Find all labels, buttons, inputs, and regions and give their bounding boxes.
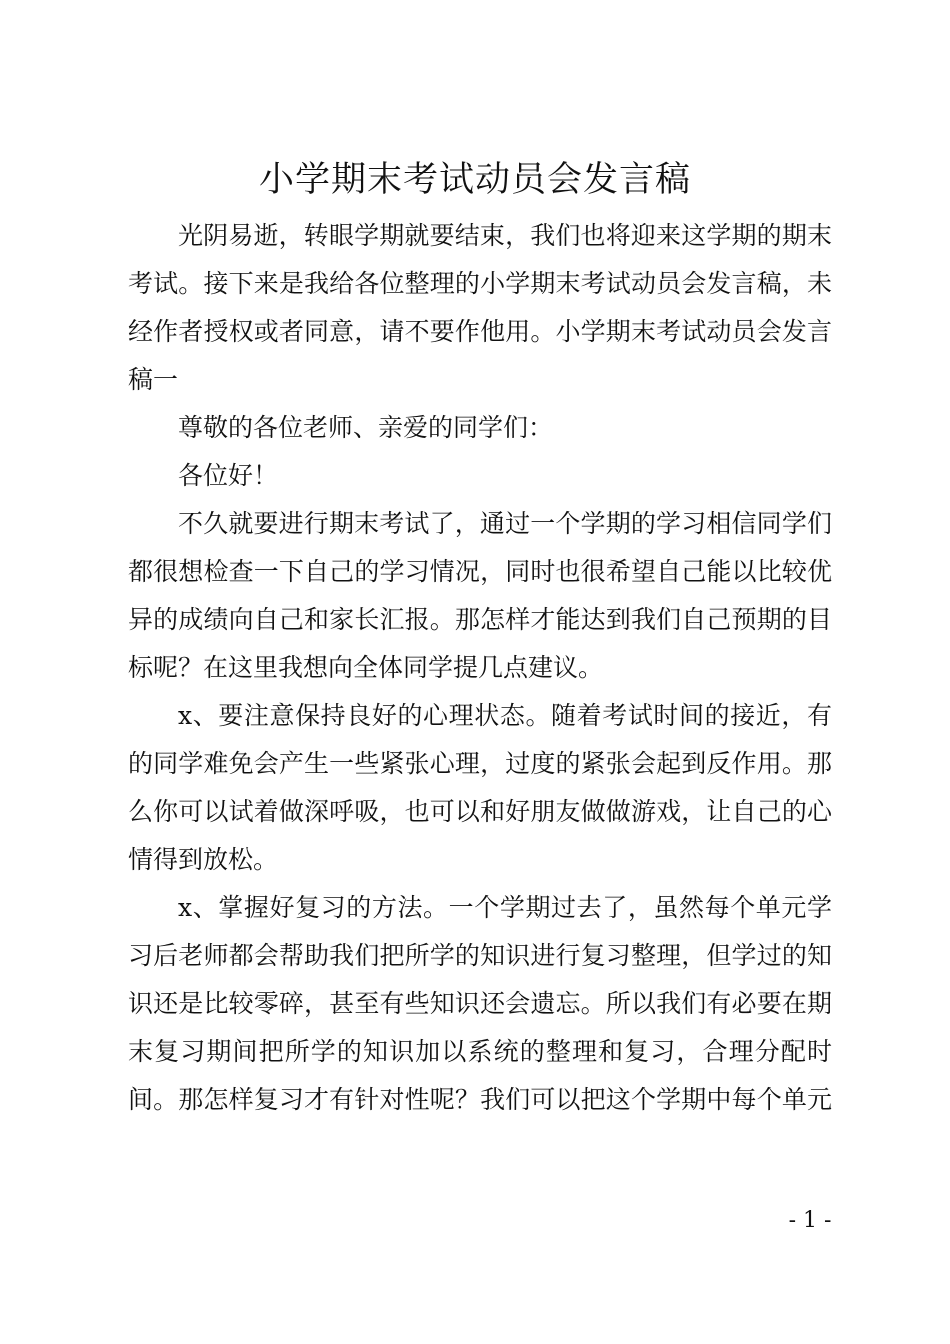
text-line: 识还是比较零碎，甚至有些知识还会遗忘。所以我们有必要在期 bbox=[128, 989, 832, 1018]
text-line: 考试。接下来是我给各位整理的小学期末考试动员会发言稿，未 bbox=[128, 269, 832, 298]
text-line: 习后老师都会帮助我们把所学的知识进行复习整理，但学过的知 bbox=[128, 941, 832, 970]
paragraph bbox=[128, 884, 832, 1124]
paragraph bbox=[128, 212, 832, 404]
text-line: 稿一 bbox=[128, 365, 179, 394]
paragraph bbox=[128, 692, 832, 884]
text-line: x、要注意保持良好的心理状态。随着考试时间的接近，有 bbox=[178, 701, 832, 730]
text-line: 异的成绩向自己和家长汇报。那怎样才能达到我们自己预期的目 bbox=[128, 605, 832, 634]
text-line: 标呢？在这里我想向全体同学提几点建议。 bbox=[128, 653, 604, 682]
text-line: 尊敬的各位老师、亲爱的同学们： bbox=[178, 413, 554, 442]
document-title: 小学期末考试动员会发言稿 bbox=[258, 160, 691, 200]
text-line: 末复习期间把所学的知识加以系统的整理和复习，合理分配时 bbox=[128, 1037, 832, 1066]
text-line: x、掌握好复习的方法。一个学期过去了，虽然每个单元学 bbox=[178, 893, 832, 922]
paragraph-salutation bbox=[128, 404, 832, 452]
text-line: 经作者授权或者同意，请不要作他用。小学期末考试动员会发言 bbox=[128, 317, 832, 346]
text-line: 的同学难免会产生一些紧张心理，过度的紧张会起到反作用。那 bbox=[128, 749, 832, 778]
paragraph bbox=[128, 500, 832, 692]
text-line: 都很想检查一下自己的学习情况，同时也很希望自己能以比较优 bbox=[128, 557, 832, 586]
document-body bbox=[128, 212, 832, 1124]
text-line: 间。那怎样复习才有针对性呢？我们可以把这个学期中每个单元 bbox=[128, 1085, 832, 1114]
text-line: 么你可以试着做深呼吸，也可以和好朋友做做游戏，让自己的心 bbox=[128, 797, 832, 826]
paragraph-greeting bbox=[128, 452, 832, 500]
text-line: 不久就要进行期末考试了，通过一个学期的学习相信同学们 bbox=[178, 509, 832, 538]
text-line: 各位好！ bbox=[178, 461, 279, 490]
text-line: 情得到放松。 bbox=[128, 845, 279, 874]
page-number: - 1 - bbox=[788, 1208, 832, 1233]
text-line: 光阴易逝，转眼学期就要结束，我们也将迎来这学期的期末 bbox=[178, 221, 832, 250]
